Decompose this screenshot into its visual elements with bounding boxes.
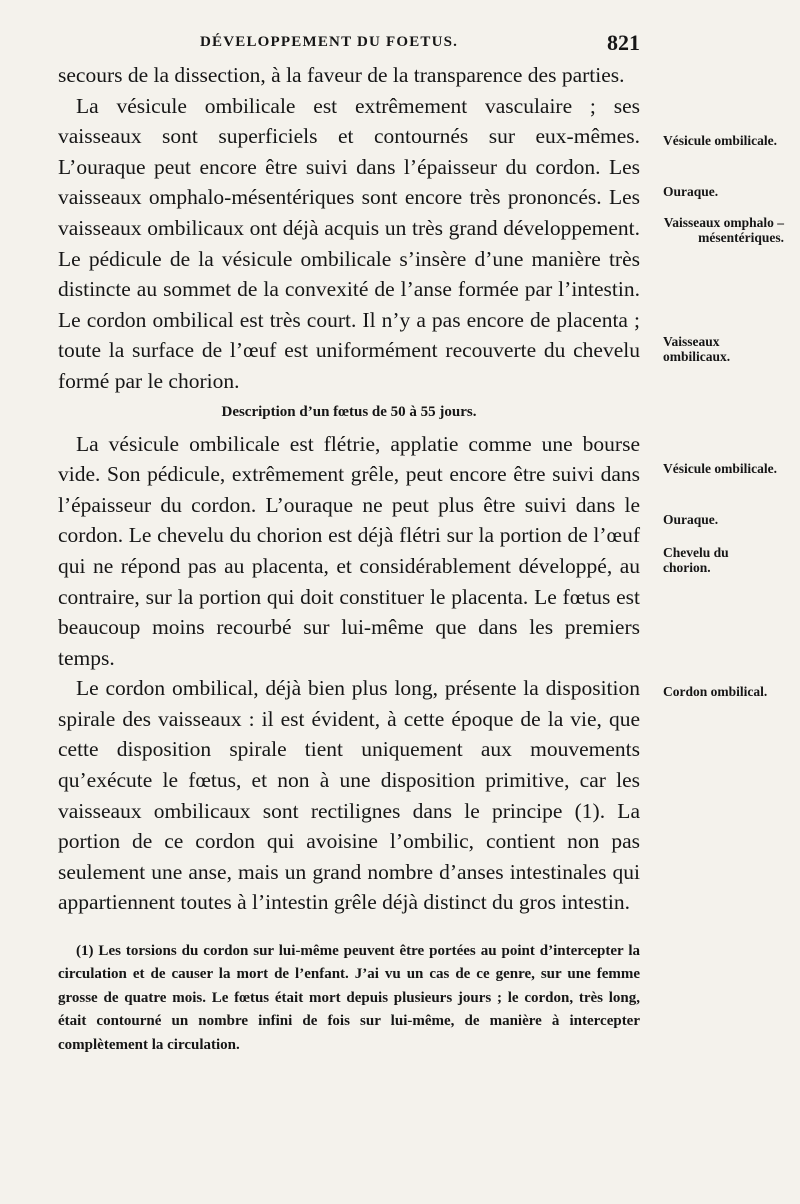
margin-note-ouraque-2: Ouraque. <box>663 512 719 527</box>
paragraph-continuation: secours de la dissection, à la faveur de la transparence des parties. <box>58 63 625 87</box>
running-title: DÉVELOPPEMENT DU FOETUS. <box>200 34 459 50</box>
margin-note-ouraque: Ouraque. <box>663 184 719 199</box>
paragraph-cordon-ombilical: Le cordon ombilical, déjà bien plus long, présente la disposition spirale des vaisseaux : il est évident, à cette époque de la vie, que cette disposition spirale tient uniquement aux mouvements qu’exécute le fœtus, et non à une disposition primitive, car les vaisseaux ombilicaux sont rectilignes dans le principe (1). La portion de ce cordon qui avoisine l’ombilic, contient non pas seulement une anse, mais un grand nombre d’anses intestinales qui appartiennent toutes à l’intestin grêle déjà distinct du gros intestin. <box>58 676 640 915</box>
margin-note-vesicule-ombilicale: Vésicule ombilicale. <box>663 133 777 148</box>
margin-note-vesicule-ombilicale-2: Vésicule ombilicale. <box>663 461 777 476</box>
margin-note-vaisseaux-ombilicaux: Vaisseaux ombilicaux. <box>663 334 731 364</box>
page-number: 821 <box>607 30 640 55</box>
main-text <box>58 60 640 918</box>
footnote-1: (1) Les torsions du cordon sur lui-même peuvent être portées au point d’intercepter la circulation et de causer la mort de l’enfant. J’ai vu un cas de ce genre, sur une femme grosse de quatre mois. Le fœtus était mort depuis plusieurs jours ; le cordon, très long, était contourné un nombre infini de fois sur lui-même, de manière à intercepter complètement la circulation. <box>58 943 640 1053</box>
paragraph-vesicule-vasculaire: La vésicule ombilicale est extrêmement vasculaire ; ses vaisseaux sont superficiels et contournés sur eux-mêmes. L’ouraque peut encore être suivi dans l’épaisseur du cordon. Les vaisseaux omphalo-mésentériques sont encore très prononcés. Les vaisseaux ombilicaux ont déjà acquis un très grand développement. Le pédicule de la vésicule ombilicale s’insère d’une manière très distincte au sommet de la convexité de l’anse formée par l’intestin. Le cordon ombilical est très court. Il n’y a pas encore de placenta ; toute la surface de l’œuf est uniformément recouverte du chevelu formé par le chorion. <box>58 93 640 393</box>
margin-note-cordon-ombilical: Cordon ombilical. <box>663 684 768 699</box>
paragraph-vesicule-fletrie: La vésicule ombilicale est flétrie, applatie comme une bourse vide. Son pédicule, extrêmement grêle, peut encore être suivi dans l’épaisseur du cordon. L’ouraque ne peut plus être suivi dans le cordon. Le chevelu du chorion est déjà flétri sur la portion de l’œuf qui ne répond pas au placenta, et considérablement développé, au contraire, sur la portion qui doit constituer le placenta. Le fœtus est beaucoup moins recourbé sur lui-même que dans les premiers temps. <box>58 431 640 670</box>
section-subheading: Description d’un fœtus de 50 à 55 jours. <box>221 403 477 420</box>
margin-note-chevelu-chorion: Chevelu du chorion. <box>663 545 729 575</box>
margin-note-vaisseaux-omphalo: Vaisseaux omphalo – mésentériques. <box>663 215 784 245</box>
footnotes <box>58 940 640 1057</box>
page-header <box>200 30 640 56</box>
